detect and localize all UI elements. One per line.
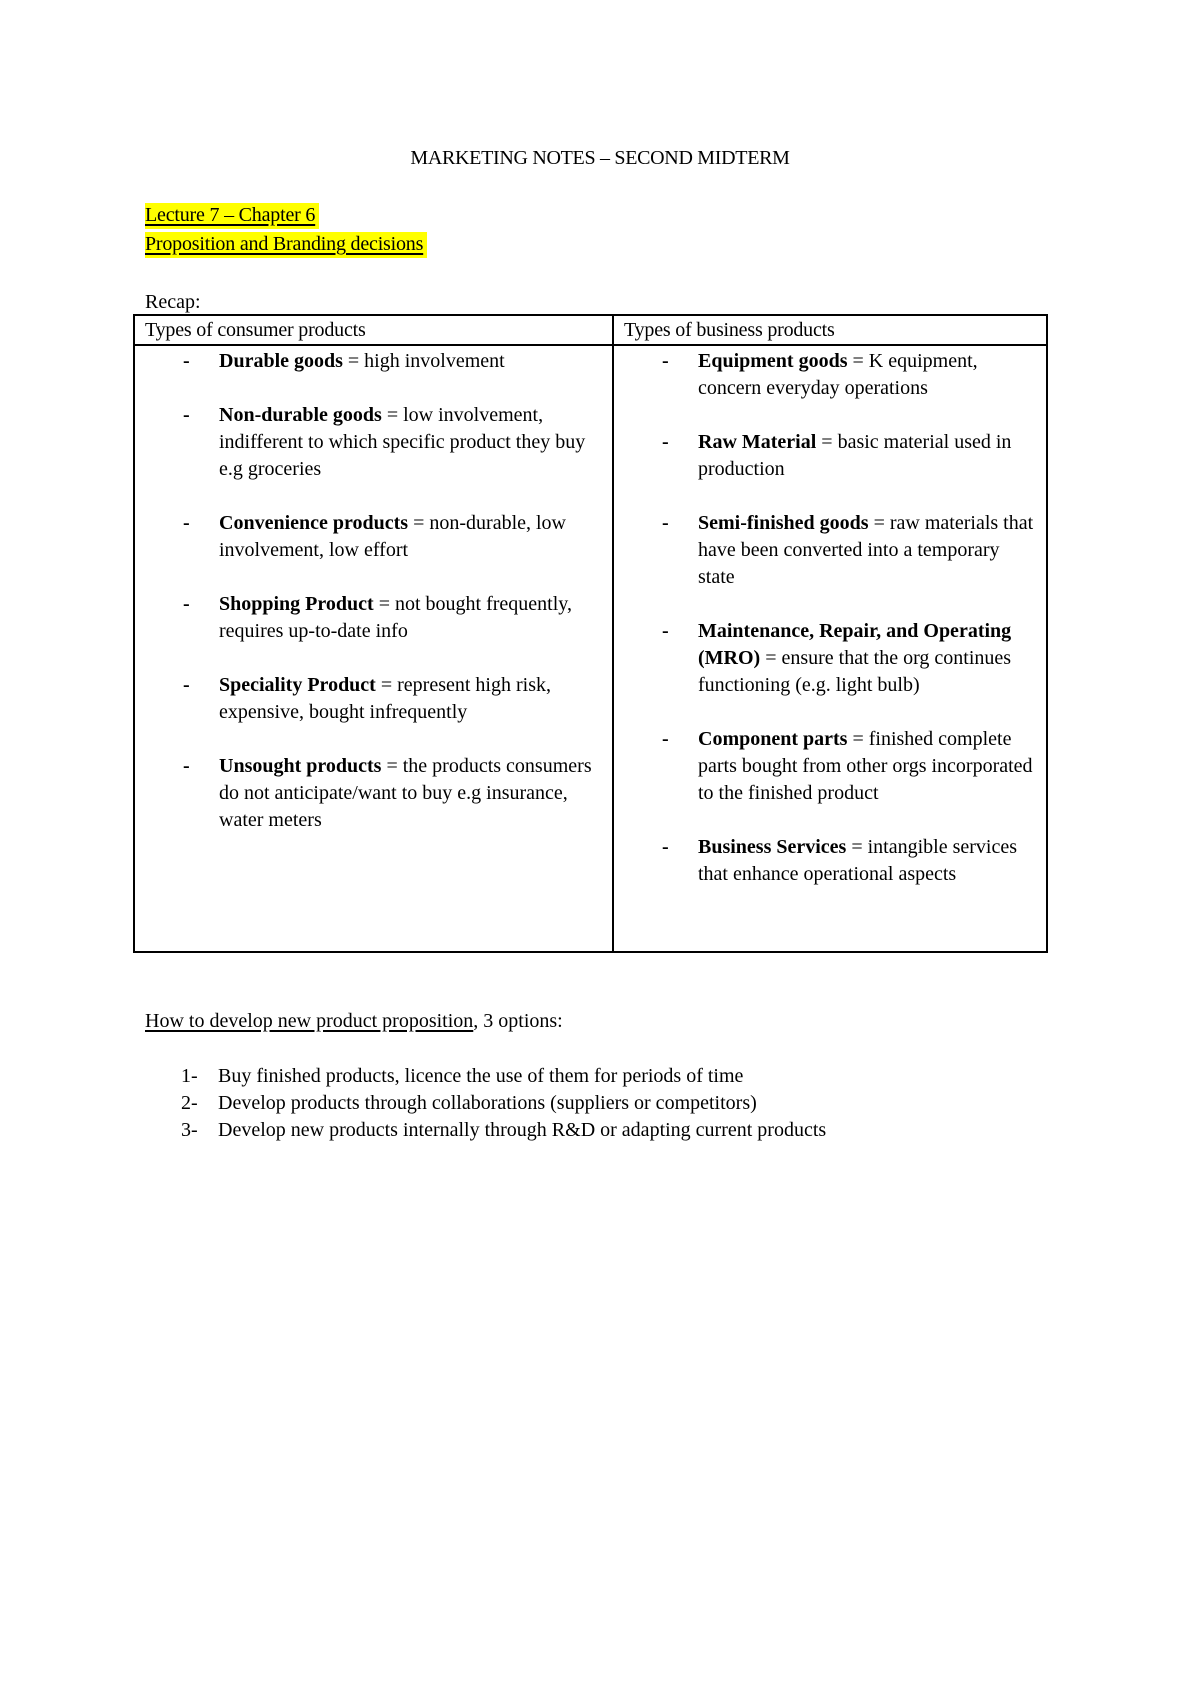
bullet-dash: - (183, 755, 190, 777)
business-products-list (624, 348, 1036, 888)
item-term: Convenience products (219, 512, 409, 534)
bullet-dash: - (662, 431, 669, 453)
item-description: = not bought frequently, requires up-to-date info (219, 593, 572, 642)
list-item (624, 510, 1036, 591)
list-item (145, 1090, 826, 1117)
list-item (145, 753, 602, 834)
list-item (624, 726, 1036, 807)
list-item (624, 429, 1036, 483)
item-description: = intangible services that enhance operational aspects (698, 836, 1018, 885)
consumer-products-list (145, 348, 602, 834)
item-description: = the products consumers do not anticipate/want to buy e.g insurance, water meters (219, 755, 592, 831)
option-number: 1- (181, 1065, 198, 1087)
business-products-cell (613, 345, 1047, 952)
header-consumer-products: Types of consumer products (134, 315, 613, 345)
bullet-dash: - (183, 512, 190, 534)
develop-suffix: , 3 options: (473, 1010, 563, 1032)
item-description: = ensure that the org continues functioning (e.g. light bulb) (698, 647, 1012, 696)
lecture-heading: Lecture 7 – Chapter 6 (145, 203, 319, 229)
option-text: Develop new products internally through R&D or adapting current products (218, 1119, 827, 1141)
product-types-table (133, 314, 1048, 953)
item-term: Business Services (698, 836, 847, 858)
item-description: = represent high risk, expensive, bought infrequently (219, 674, 551, 723)
option-text: Buy finished products, licence the use of them for periods of time (218, 1065, 744, 1087)
item-term: Component parts (698, 728, 848, 750)
list-item (624, 618, 1036, 699)
item-description: = basic material used in production (698, 431, 1012, 480)
bullet-dash: - (662, 350, 669, 372)
bullet-dash: - (662, 620, 669, 642)
bullet-dash: - (183, 593, 190, 615)
header-business-products: Types of business products (613, 315, 1047, 345)
lecture-topic: Proposition and Branding decisions (145, 232, 427, 258)
item-term: Maintenance, Repair, and Operating (MRO) (698, 620, 1012, 669)
list-item (145, 1063, 826, 1090)
list-item (624, 348, 1036, 402)
bullet-dash: - (183, 674, 190, 696)
option-number: 3- (181, 1119, 198, 1141)
item-description: = low involvement, indifferent to which specific product they buy e.g groceries (219, 404, 586, 480)
item-term: Equipment goods (698, 350, 848, 372)
list-item (145, 672, 602, 726)
develop-intro (145, 1009, 563, 1033)
consumer-products-cell (134, 345, 613, 952)
item-description: = raw materials that have been converted into a temporary state (698, 512, 1034, 588)
item-term: Non-durable goods (219, 404, 382, 426)
item-term: Raw Material (698, 431, 817, 453)
list-item (624, 834, 1036, 888)
develop-options-list (145, 1063, 826, 1144)
document-title: MARKETING NOTES – SECOND MIDTERM (410, 147, 790, 169)
list-item (145, 402, 602, 483)
list-item (145, 348, 602, 375)
option-number: 2- (181, 1092, 198, 1114)
item-description: = finished complete parts bought from other orgs incorporated to the finished product (698, 728, 1033, 804)
item-term: Semi-finished goods (698, 512, 869, 534)
item-description: = K equipment, concern everyday operations (698, 350, 978, 399)
list-item (145, 510, 602, 564)
item-term: Durable goods (219, 350, 343, 372)
bullet-dash: - (662, 512, 669, 534)
bullet-dash: - (183, 350, 190, 372)
item-term: Shopping Product (219, 593, 374, 615)
list-item (145, 591, 602, 645)
item-description: = high involvement (342, 350, 505, 372)
table-body-row (134, 345, 1047, 952)
item-description: = non-durable, low involvement, low effort (219, 512, 567, 561)
item-term: Speciality Product (219, 674, 376, 696)
bullet-dash: - (183, 404, 190, 426)
develop-heading: How to develop new product proposition (145, 1010, 474, 1032)
table-header-row (134, 315, 1047, 345)
item-term: Unsought products (219, 755, 382, 777)
list-item (145, 1117, 826, 1144)
option-text: Develop products through collaborations (suppliers or competitors) (218, 1092, 757, 1114)
bullet-dash: - (662, 836, 669, 858)
bullet-dash: - (662, 728, 669, 750)
recap-label: Recap: (145, 291, 201, 313)
